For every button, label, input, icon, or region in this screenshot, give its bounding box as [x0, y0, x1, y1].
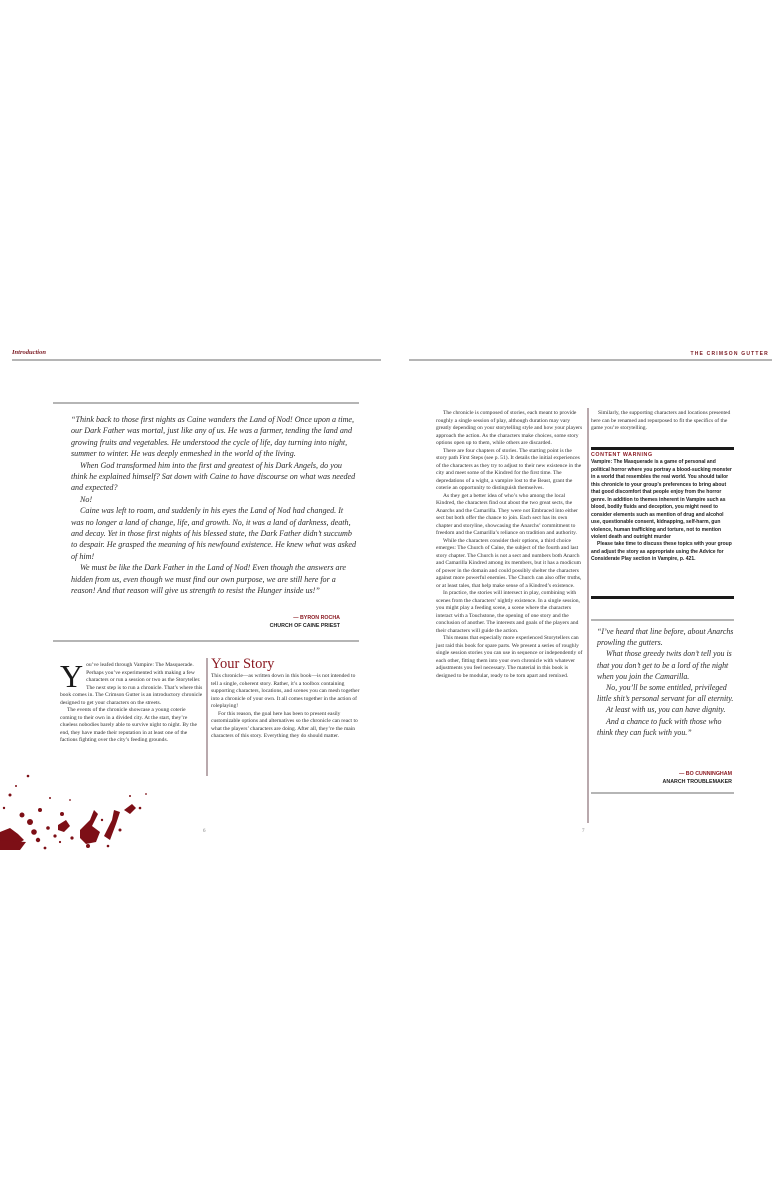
quote-bottom-rule: [591, 792, 734, 794]
dropcap: Y: [60, 658, 84, 694]
main-paragraph: While the characters consider their options, a third choice emerges: The Church of Caine, the subject of the fourth and last story chapter. The Church is not a sect and numbers both Anarch and Camarilla Kindred among its members, but it has a modicum of power in the domain and could possibly shelter the characters against more powerful enemies. The Church can also offer truths, or at least tales, that help make sense of a Kindred’s existence.: [436, 537, 582, 589]
epigraph-attribution: [200, 615, 340, 630]
attribution-title: CHURCH OF CAINE PRIEST: [269, 622, 340, 629]
side-intro: [591, 410, 737, 433]
epigraph-paragraph: When God transformed him into the first and greatest of his Dark Angels, do you think he explained himself? Sat down with Caine to have discourse on what was needed and expected?: [71, 460, 356, 493]
quote-paragraph: “I’ve heard that line before, about Anarchs prowling the gutters.: [597, 627, 734, 648]
main-paragraph: This means that especially more experienced Storytellers can just raid this book for spare parts. We present a series of roughly single session stories you can use in sequence or independently of each other, fitting them into your own chronicle with whatever adjustments you feel necessary. The material in this book is designed to be modular, ready to be torn apart and remixed.: [436, 635, 583, 679]
column-divider-right: [587, 408, 589, 823]
column-divider: [206, 658, 208, 776]
epigraph-bottom-rule: [53, 640, 359, 642]
quote-attribution: [600, 771, 732, 786]
side-intro-paragraph: Similarly, the supporting characters and locations presented here can be renamed and repurposed to fit the specifics of the game you’re storytelling.: [591, 410, 731, 431]
content-warning-box: [591, 452, 734, 564]
running-head-right: THE CRIMSON GUTTER: [690, 351, 769, 357]
main-paragraph: The chronicle is composed of stories, each meant to provide roughly a single session of play, although duration may vary greatly depending on your storytelling style and how your players approach the action. As the characters make choices, some story options open up to them, while others are discarded.: [436, 410, 583, 446]
your-story-section: [211, 657, 361, 741]
your-story-paragraph: This chronicle—as written down in this book—is not intended to tell a single, coherent story. Rather, it’s a toolbox containing supporting characters, locations, and scenes you can mesh together into a chronicle of your own. It all comes together in the action of roleplaying!: [211, 673, 360, 709]
quote-paragraph: What those greedy twits don’t tell you is that you don’t get to be a lord of the night when you join the Camarilla.: [597, 649, 732, 681]
page-number-right: 7: [582, 829, 585, 834]
page-number-left: 6: [203, 829, 206, 834]
warning-advice: Please take time to discuss these topics with your group and adjust the story as appropriate using the Advice for Considerate Play section in Vampire, p. 421.: [591, 541, 732, 563]
quote-paragraph: And a chance to fuck with those who think they can fuck with you.”: [597, 716, 722, 737]
header-rule-right: [409, 359, 772, 361]
header-rule-left: [12, 359, 381, 361]
quote-paragraph: No, you’ll be some entitled, privileged little shit’s personal servant for all eternity.: [597, 683, 734, 704]
main-column: [436, 410, 584, 680]
warning-top-rule: [591, 447, 734, 450]
epigraph-top-rule: [53, 402, 359, 404]
main-paragraph: As they get a better idea of who’s who among the local Kindred, the characters find out about the two great sects, the Anarchs and the Camarilla. They were not Embraced into either sect but both offer the chance to join. Each sect has its own chapter and storyline, showcasing the Anarchs’ commitment to freedom and the Camarilla’s reliance on tradition and authority.: [436, 492, 578, 536]
main-paragraph: In practice, the stories will intersect in play, combining with scenes from the characters’ nightly existence. In a single session, you might play a feeding scene, a scene where the characters interact with a Touchstone, the opening of one story and the conclusion of another. The interests and goals of the players and their characters will guide the action.: [436, 590, 580, 634]
warning-bottom-rule: [591, 596, 734, 599]
attribution-name: — BO CUNNINGHAM: [679, 771, 732, 777]
main-paragraph: There are four chapters of stories. The starting point is the story path First Steps (see p. 51). It details the initial experiences of the characters as they try to adjust to their new existence in the city and meet some of the Kindred for the first time. The depredations of a wight, a vampire lost to the Beast, grant the coterie an opportunity to distinguish themselves.: [436, 447, 582, 491]
game-name: Vampire: The Masquerade: [591, 459, 653, 466]
attribution-name: — BYRON ROCHA: [293, 615, 340, 621]
running-head-left: Introduction: [12, 349, 46, 356]
quote-top-rule: [591, 619, 734, 621]
section-title: Your Story: [211, 656, 275, 672]
attribution-title: ANARCH TROUBLEMAKER: [662, 778, 732, 785]
epigraph-paragraph: “Think back to those first nights as Caine wanders the Land of Nod! Once upon a time, our Dark Father was mortal, just like any of us. He was a farmer, tending the land and growing fruits and vegetables. He understood the cycle of life, day turning into night, summer to winter. He was deeply enmeshed in the world of the living.: [71, 415, 355, 459]
epigraph-paragraph: We must be like the Dark Father in the Land of Nod! Even though the answers are hidden from us, even though we must find our own purpose, we are still here for a reason! And that reason will give us strength to resist the Hunger inside us!”: [71, 563, 347, 596]
epigraph-paragraph: No!: [80, 494, 93, 504]
intro-paragraph: The events of the chronicle showcase a young coterie coming to their own in a divided city. At the start, they’re clueless nobodies barely able to survive night to night. By the end, they have made their reputation in at least one of the factions fighting over the city’s feeding grounds.: [60, 707, 197, 743]
sidebar-quote: [597, 626, 737, 738]
warning-body: is a game of personal and political horror where you portray a blood-sucking monster in a world that resembles the real world. You should tailor this chronicle to your group’s preferences to bring about that good discomfort that people enjoy from the horror genre. In addition to themes inherent in Vampire such as blood, bodily fluids and deception, you might need to consider elements such as mention of drug and alcohol use, questionable consent, kidnapping, self-harm, gun violence, human trafficking and torture, not to mention violent death and outright murder: [591, 459, 732, 540]
intro-column: [60, 658, 203, 745]
epigraph-paragraph: Caine was left to roam, and suddenly in his eyes the Land of Nod had changed. It was no longer a land of change, life, and growth. No, it was a land of darkness, death, and decay. Yet in those first nights of his blessed state, the Dark Father didn’t succumb to despair. He grasped the meaning of his newfound existence. He knew what was asked of him!: [71, 506, 357, 561]
blood-splatter-icon: [0, 770, 160, 850]
epigraph-quote: [71, 414, 357, 597]
quote-paragraph: At least with us, you can have dignity.: [606, 705, 726, 715]
intro-paragraph: ou’ve leafed through Vampire: The Masquerade. Perhaps you’ve experimented with making a few characters or run a session or two as the Storyteller. The next step is to run a chronicle. That’s where this book comes in. The Crimson Gutter is an introductory chronicle designed to get your characters on the streets.: [60, 662, 203, 706]
content-warning-title: CONTENT WARNING: [591, 452, 653, 458]
your-story-paragraph: For this reason, the goal here has been to present easily customizable options and alternatives so the chronicle can react to what the players’ characters are doing. After all, they’re the main characters of this story. Everything they do should matter.: [211, 710, 358, 739]
